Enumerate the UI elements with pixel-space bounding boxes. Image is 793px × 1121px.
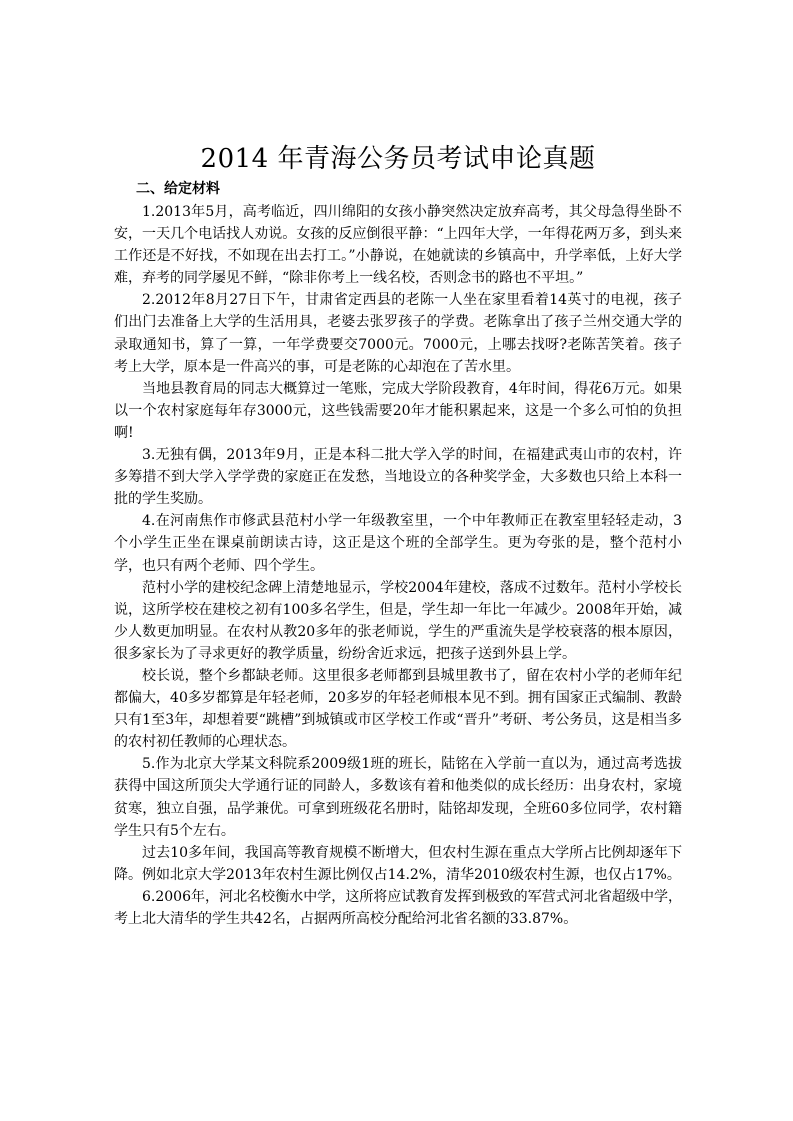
- document-title: 2014 年青海公务员考试申论真题: [200, 144, 596, 174]
- paragraph: 当地县教育局的同志大概算过一笔账，完成大学阶段教育，4年时间，得花6万元。如果以一个农村家庭每年存3000元，这些钱需要20年才能积累起来，这是一个多么可怕的负担啊!: [114, 380, 682, 441]
- paragraph: 3.无独有偶，2013年9月，正是本科二批大学入学的时间，在福建武夷山市的农村，许多筹措不到大学入学学费的家庭正在发愁，当地设立的各种奖学金，大多数也只给上本科一批的学生奖励。: [114, 447, 682, 508]
- paragraph: 校长说，整个乡都缺老师。这里很多老师都到县城里教书了，留在农村小学的老师年纪都偏大，40多岁都算是年轻老师，20多岁的年轻老师根本见不到。拥有国家正式编制、教龄只有1至3年，却想着要“跳槽”到城镇或市区学校工作或“晋升”考研、考公务员，这是相当多的农村初任教师的心理状态。: [114, 667, 682, 751]
- paragraph: 6.2006年，河北名校衡水中学，这所将应试教育发挥到极致的军营式河北省超级中学，考上北大清华的学生共42名，占据两所高校分配给河北省名额的33.87%。: [114, 888, 682, 927]
- section-heading: 二、给定材料: [136, 181, 220, 197]
- paragraph: 范村小学的建校纪念碑上清楚地显示，学校2004年建校，落成不过数年。范村小学校长说，这所学校在建校之初有100多名学生，但是，学生却一年比一年减少。2008年开始，减少人数更加明显。在农村从教20多年的张老师说，学生的严重流失是学校衰落的根本原因，很多家长为了寻求更好的教学质量，纷纷舍近求远，把孩子送到外县上学。: [114, 579, 682, 662]
- paragraph: 4.在河南焦作市修武县范村小学一年级教室里，一个中年教师正在教室里轻轻走动，3个小学生正坐在课桌前朗读古诗，这正是这个班的全部学生。更为夸张的是，整个范村小学，也只有两个老师、四个学生。: [114, 513, 682, 574]
- document-page: [114, 140, 682, 930]
- document-body: [114, 201, 682, 930]
- paragraph: 5.作为北京大学某文科院系2009级1班的班长，陆铭在入学前一直以为，通过高考选拔获得中国这所顶尖大学通行证的同龄人，多数该有着和他类似的成长经历：出身农村，家境贫寒，独立自强，品学兼优。可拿到班级花名册时，陆铭却发现，全班60多位同学，农村籍学生只有5个左右。: [114, 756, 682, 839]
- paragraph: 1.2013年5月，高考临近，四川绵阳的女孩小静突然决定放弃高考，其父母急得坐卧不安，一天几个电话找人劝说。女孩的反应倒很平静：“上四年大学，一年得花两万多，到头来工作还是不好找，不如现在出去打工。”小静说，在她就读的乡镇高中，升学率低，上好大学难，弃考的同学屡见不鲜，“除非你考上一线名校，否则念书的路也不平坦。”: [114, 204, 682, 287]
- paragraph: 过去10多年间，我国高等教育规模不断增大，但农村生源在重点大学所占比例却逐年下降。例如北京大学2013年农村生源比例仅占14.2%，清华2010级农村生源，也仅占17%。: [114, 844, 682, 883]
- paragraph: 2.2012年8月27日下午，甘肃省定西县的老陈一人坐在家里看着14英寸的电视，孩子们出门去准备上大学的生活用具，老婆去张罗孩子的学费。老陈拿出了孩子兰州交通大学的录取通知书，算了一算，一年学费要交7000元。7000元，上哪去找呀?老陈苦笑着。孩子考上大学，原本是一件高兴的事，可是老陈的心却泡在了苦水里。: [114, 292, 682, 375]
